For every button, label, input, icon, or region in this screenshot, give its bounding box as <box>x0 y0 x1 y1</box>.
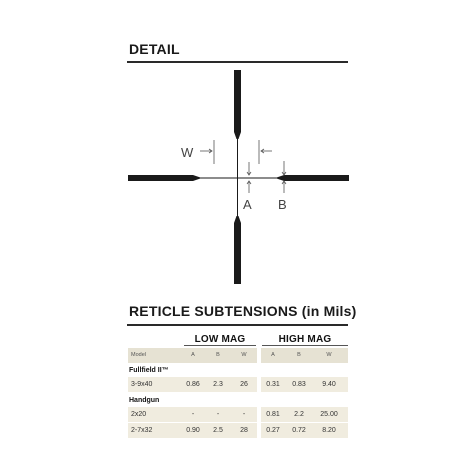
section-label-fullfield: Fullfield II™ <box>129 367 169 374</box>
cell-high-a: 0.31 <box>266 381 280 388</box>
reticle-right-post <box>277 175 349 181</box>
cell-low-w: 26 <box>240 381 248 388</box>
cell-high-w: 9.40 <box>322 381 336 388</box>
w-label: W <box>181 145 194 160</box>
low-mag-group-label: LOW MAG <box>194 334 246 345</box>
cell-high-w: 25.00 <box>320 411 338 418</box>
column-separator <box>257 348 261 363</box>
reticle-top-post <box>234 70 241 139</box>
column-header-high-b: B <box>297 352 301 358</box>
column-header-low-w: W <box>241 352 247 358</box>
low-mag-group-rule <box>184 345 256 346</box>
cell-low-b: 2.3 <box>213 381 223 388</box>
cell-low-w: 28 <box>240 427 248 434</box>
cell-low-b: 2.5 <box>213 427 223 434</box>
subtensions-divider <box>127 324 348 326</box>
cell-high-a: 0.27 <box>266 427 280 434</box>
column-header-low-b: B <box>216 352 220 358</box>
column-separator <box>257 407 261 422</box>
column-header-high-w: W <box>326 352 332 358</box>
high-mag-group-rule <box>262 345 348 346</box>
column-separator <box>257 423 261 438</box>
cell-low-a: 0.86 <box>186 381 200 388</box>
row-model: 3-9x40 <box>131 381 153 388</box>
reticle-bottom-post <box>234 216 241 284</box>
w-dimension-marker <box>200 140 272 164</box>
column-separator <box>257 377 261 392</box>
high-mag-group-label: HIGH MAG <box>278 334 332 345</box>
cell-low-a: 0.90 <box>186 427 200 434</box>
column-header-model: Model <box>131 352 146 358</box>
section-label-handgun: Handgun <box>129 397 160 404</box>
cell-high-w: 8.20 <box>322 427 336 434</box>
cell-high-a: 0.81 <box>266 411 280 418</box>
cell-low-a: - <box>191 411 195 418</box>
cell-high-b: 2.2 <box>294 411 304 418</box>
a-label: A <box>243 197 252 212</box>
row-model: 2-7x32 <box>131 427 153 434</box>
b-label: B <box>278 197 287 212</box>
cell-high-b: 0.83 <box>292 381 306 388</box>
column-header-low-a: A <box>191 352 195 358</box>
detail-heading: DETAIL <box>129 41 180 57</box>
subtensions-heading: RETICLE SUBTENSIONS (in Mils) <box>129 303 357 319</box>
cell-low-w: - <box>242 411 246 418</box>
cell-low-b: - <box>216 411 220 418</box>
column-header-high-a: A <box>271 352 275 358</box>
row-model: 2x20 <box>131 411 147 418</box>
cell-high-b: 0.72 <box>292 427 306 434</box>
reticle-left-post <box>128 175 200 181</box>
